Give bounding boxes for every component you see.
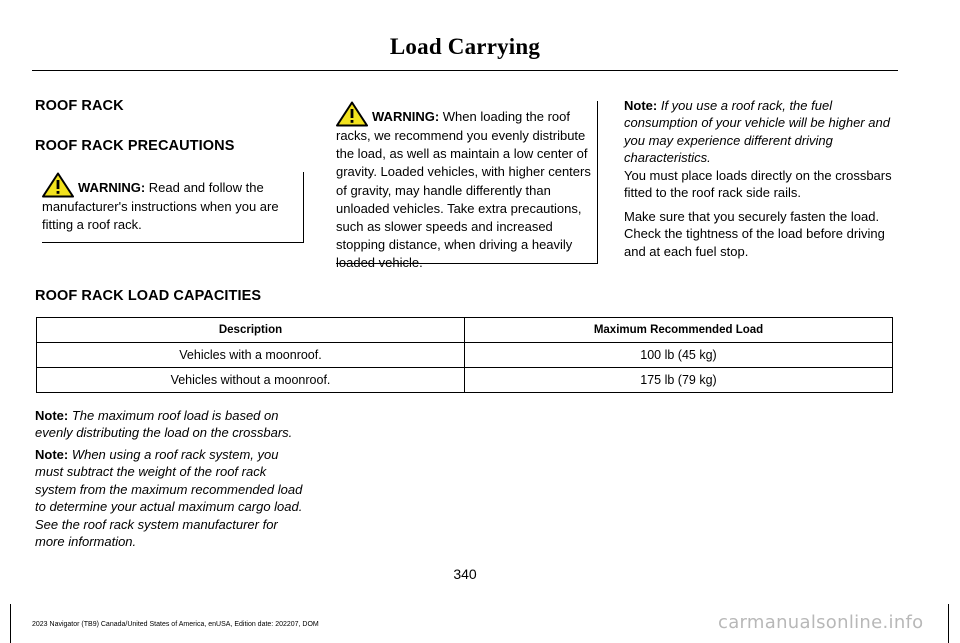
warning-triangle-icon: [336, 101, 368, 127]
note-max-roof-load: [35, 407, 307, 442]
table-row: [37, 343, 893, 368]
page-title: Load Carrying: [389, 34, 541, 59]
note-text: If you use a roof rack, the fuel consumption of your vehicle will be higher and you may experience different driving characteristics.: [624, 98, 890, 166]
column-header-description: Description: [37, 318, 465, 343]
section-heading-capacities: ROOF RACK LOAD CAPACITIES: [35, 288, 262, 304]
load-capacity-table: [36, 317, 893, 393]
header-divider: [32, 70, 898, 71]
warning-box-loading: [336, 101, 598, 271]
note-fuel-consumption: [624, 97, 896, 167]
crop-mark-left: [10, 604, 11, 643]
warning-label: WARNING:: [372, 109, 440, 124]
table-cell-description: Vehicles with a moonroof.: [37, 343, 465, 368]
crop-mark-right: [948, 604, 949, 643]
note-text: The maximum roof load is based on evenly distributing the load on the crossbars.: [35, 408, 293, 441]
table-cell-load: 175 lb (79 kg): [465, 368, 893, 393]
column-header-max-load: Maximum Recommended Load: [465, 318, 893, 343]
warning-label: WARNING:: [78, 180, 146, 195]
section-heading-precautions: ROOF RACK PRECAUTIONS: [35, 138, 235, 154]
watermark: carmanualsonline.info: [718, 612, 924, 633]
table-cell-description: Vehicles without a moonroof.: [37, 368, 465, 393]
table-header-row: [37, 318, 893, 343]
warning-text: Read and follow the manufacturer's instructions when you are fitting a roof rack.: [42, 180, 279, 233]
note-text: When using a roof rack system, you must subtract the weight of the roof rack system from the maximum recommended load to determine your actual maximum cargo load. See the roof rack system manufacturer for more information.: [35, 447, 303, 550]
warning-box-fitting: [42, 172, 304, 243]
table-row: [37, 368, 893, 393]
page-number: 340: [453, 566, 477, 582]
section-heading-roof-rack: ROOF RACK: [35, 98, 124, 114]
note-label: Note:: [624, 98, 658, 113]
paragraph-crossbars: You must place loads directly on the crossbars fitted to the roof rack side rails.: [624, 168, 892, 201]
warning-triangle-icon: [42, 172, 74, 198]
footer-edition-info: 2023 Navigator (TB9) Canada/United States of America, enUSA, Edition date: 202207, DOM: [32, 621, 319, 628]
table-cell-load: 100 lb (45 kg): [465, 343, 893, 368]
warning-text: When loading the roof racks, we recommend you evenly distribute the load, as well as maintain a low center of gravity. Loaded vehicles, with higher centers of gravity, may handle differently than unloaded vehicles. Take extra precautions, such as slower speeds and increased stopping distance, when driving a heavily loaded vehicle.: [336, 109, 591, 271]
note-roof-rack-system: [35, 446, 307, 550]
note-label: Note:: [35, 408, 69, 423]
paragraph-fasten-load: Make sure that you securely fasten the load. Check the tightness of the load before driving and at each fuel stop.: [624, 209, 885, 259]
note-label: Note:: [35, 447, 69, 462]
